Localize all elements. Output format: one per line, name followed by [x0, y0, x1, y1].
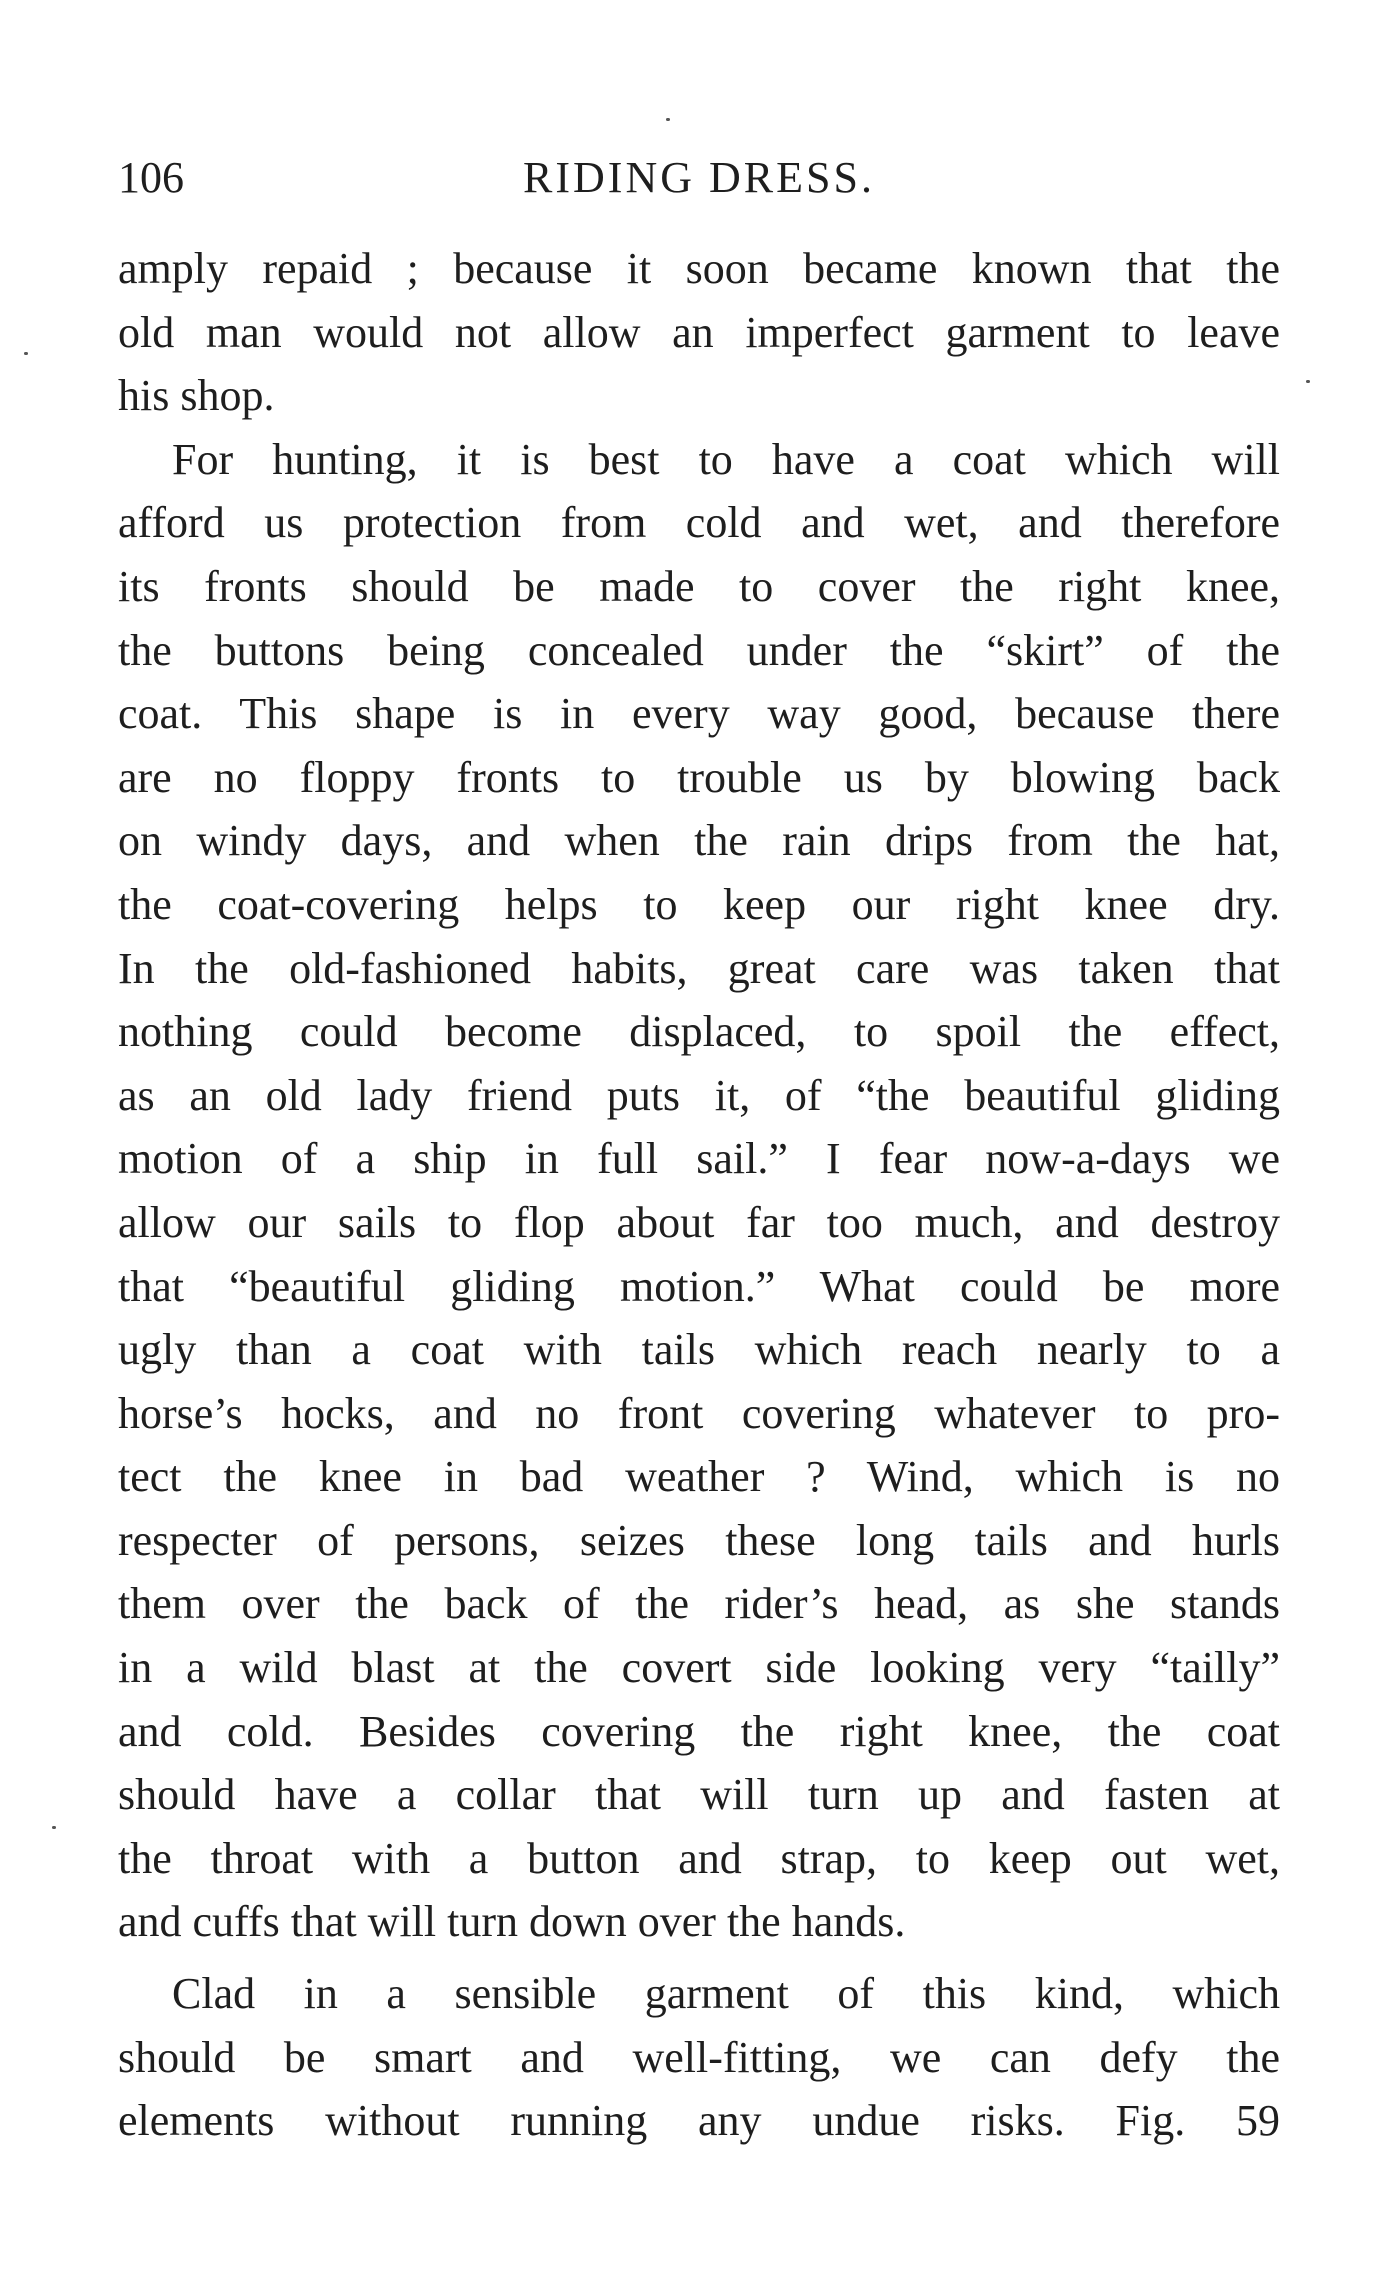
- text-line: the coat-covering helps to keep our right knee dry.: [118, 879, 1280, 929]
- text-line: and cuffs that will turn down over the hands.: [118, 1897, 906, 1947]
- print-speck: [52, 1826, 56, 1829]
- text-line: coat. This shape is in every way good, because there: [118, 689, 1280, 739]
- text-line: its fronts should be made to cover the right knee,: [118, 561, 1280, 611]
- text-line: on windy days, and when the rain drips from the hat,: [118, 816, 1280, 866]
- paragraph: [118, 237, 1280, 428]
- text-line: respecter of persons, seizes these long tails and hurls: [118, 1515, 1280, 1565]
- print-speck: [24, 352, 28, 355]
- text-line: motion of a ship in full sail.” I fear now-a-days we: [118, 1134, 1280, 1184]
- text-line: and cold. Besides covering the right knee, the coat: [118, 1706, 1280, 1756]
- text-line: the buttons being concealed under the “skirt” of the: [118, 625, 1280, 675]
- paragraph: [118, 428, 1280, 1954]
- paragraph: [118, 1962, 1280, 2153]
- text-line: ugly than a coat with tails which reach nearly to a: [118, 1325, 1280, 1375]
- text-line: Clad in a sensible garment of this kind, which: [172, 1969, 1280, 2019]
- text-line: in a wild blast at the covert side looking very “tailly”: [118, 1643, 1280, 1693]
- text-line: his shop.: [118, 371, 275, 421]
- text-line: nothing could become displaced, to spoil the effect,: [118, 1007, 1280, 1057]
- text-line: as an old lady friend puts it, of “the beautiful gliding: [118, 1070, 1280, 1120]
- text-line: horse’s hocks, and no front covering whatever to pro-: [118, 1388, 1280, 1438]
- text-line: old man would not allow an imperfect garment to leave: [118, 307, 1280, 357]
- text-line: In the old-fashioned habits, great care was taken that: [118, 943, 1280, 993]
- print-speck: [1306, 380, 1310, 383]
- text-line: should have a collar that will turn up and fasten at: [118, 1770, 1280, 1820]
- text-line: amply repaid ; because it soon became known that the: [118, 244, 1280, 293]
- page-header: [118, 148, 1280, 208]
- text-line: tect the knee in bad weather ? Wind, which is no: [118, 1452, 1280, 1502]
- text-line: the throat with a button and strap, to keep out wet,: [118, 1833, 1280, 1883]
- text-line: allow our sails to flop about far too much, and destroy: [118, 1197, 1280, 1247]
- text-line: them over the back of the rider’s head, as she stands: [118, 1579, 1280, 1629]
- text-line: should be smart and well-fitting, we can defy the: [118, 2032, 1280, 2082]
- text-line: elements without running any undue risks. Fig. 59: [118, 2096, 1280, 2146]
- text-line: For hunting, it is best to have a coat which will: [172, 434, 1280, 484]
- body-text: [118, 237, 1280, 2153]
- text-line: that “beautiful gliding motion.” What could be more: [118, 1261, 1280, 1311]
- text-line: afford us protection from cold and wet, and therefore: [118, 498, 1280, 548]
- running-title: RIDING DRESS.: [523, 153, 875, 202]
- page-number: 106: [118, 153, 184, 202]
- paragraph-gap: [118, 1954, 1280, 1962]
- text-line: are no floppy fronts to trouble us by blowing back: [118, 752, 1280, 802]
- print-speck: [666, 118, 670, 121]
